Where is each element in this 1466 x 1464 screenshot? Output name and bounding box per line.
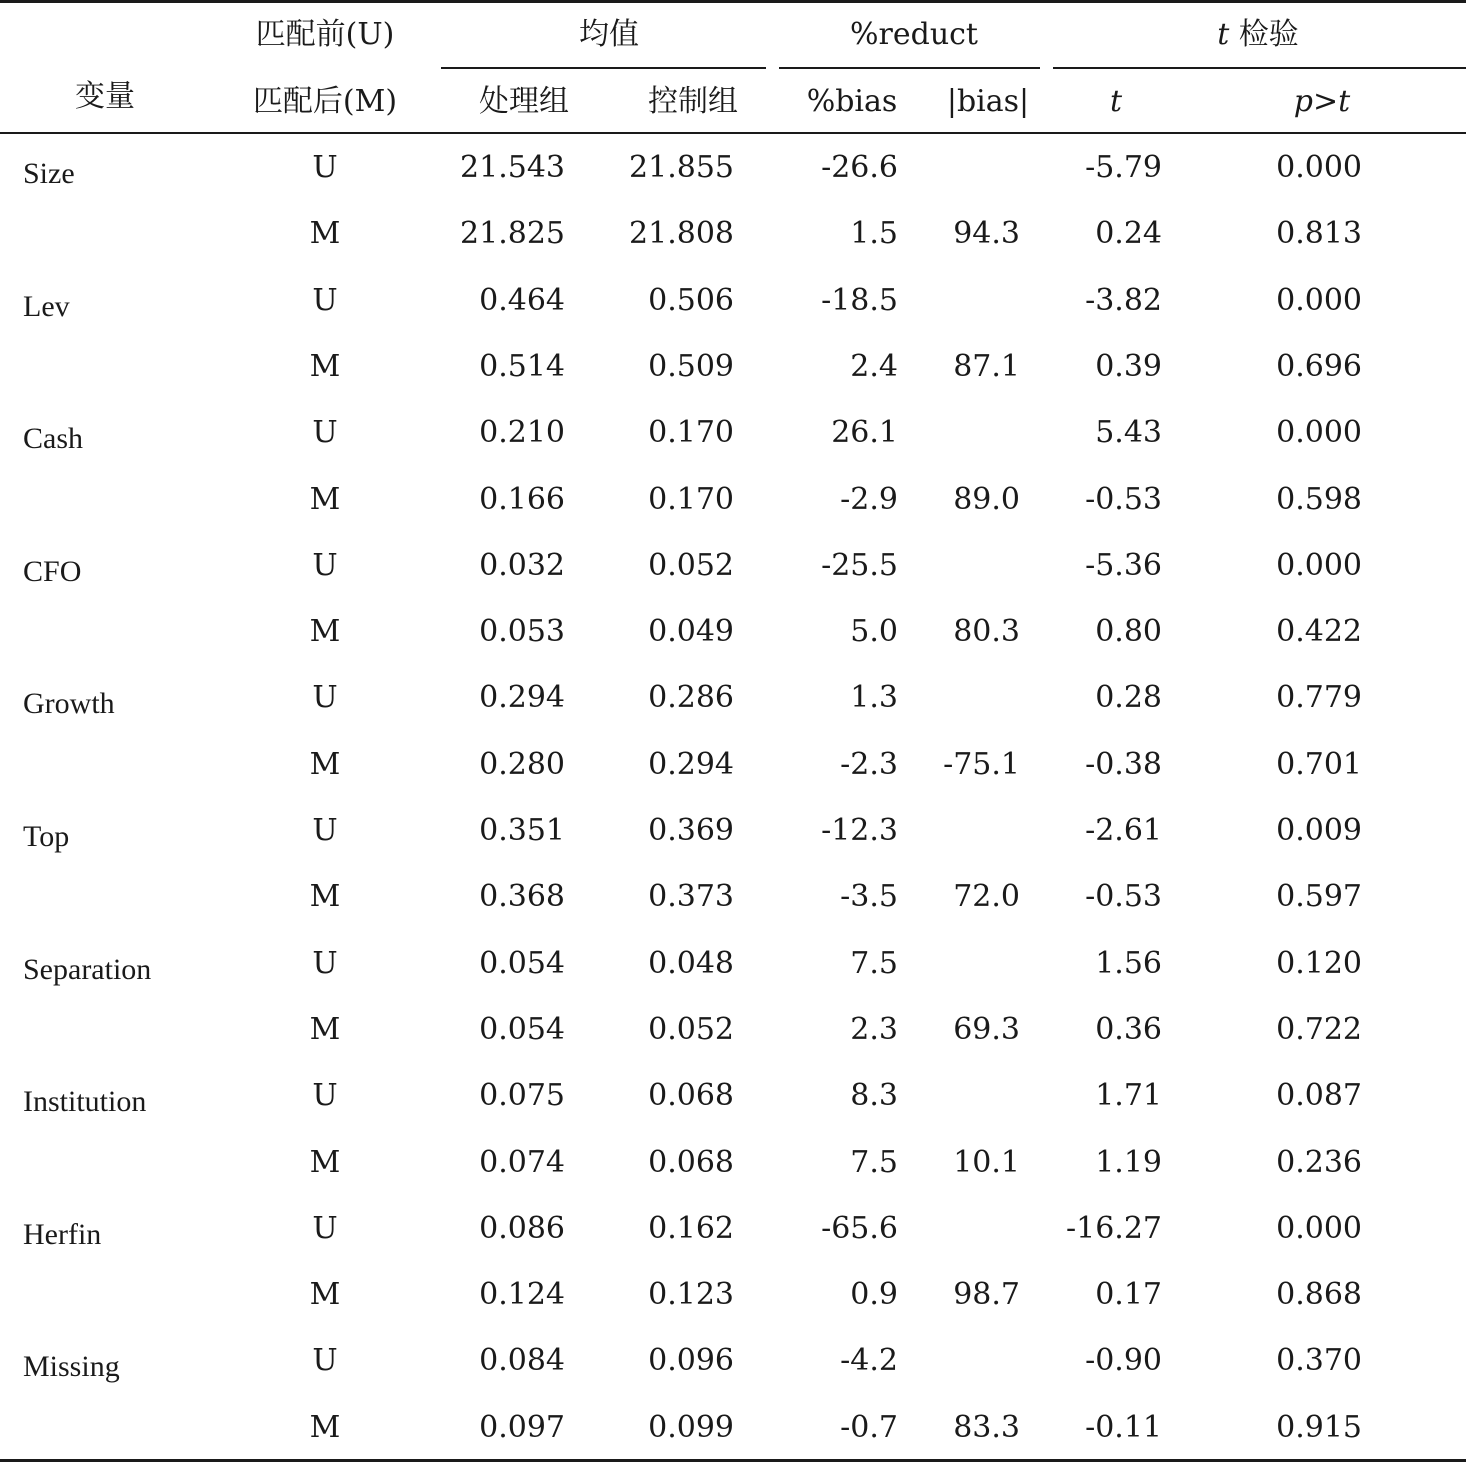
p-value: 0.701 <box>1276 746 1362 782</box>
variable-name: Top <box>23 820 70 853</box>
p-value: 0.598 <box>1276 481 1362 517</box>
header-rule <box>0 132 1466 134</box>
t-value: 0.36 <box>1095 1011 1162 1047</box>
control-mean: 0.049 <box>648 614 734 650</box>
treated-mean: 21.825 <box>460 216 565 252</box>
treated-mean: 0.210 <box>479 415 565 451</box>
variable-name: Herfin <box>23 1217 102 1251</box>
t-value: 0.28 <box>1095 680 1162 716</box>
p-value: 0.009 <box>1276 813 1362 848</box>
p-value: 0.087 <box>1276 1078 1362 1114</box>
match-flag: U <box>312 1210 338 1246</box>
p-value: 0.000 <box>1276 1210 1362 1246</box>
treated-mean: 0.032 <box>479 547 565 583</box>
bias-value: 0.9 <box>850 1277 898 1313</box>
treated-mean: 0.084 <box>479 1343 565 1379</box>
t-value: -3.82 <box>1085 282 1162 318</box>
bias-value: 1.5 <box>850 216 898 252</box>
control-mean: 0.068 <box>648 1078 734 1114</box>
p-value: 0.370 <box>1276 1343 1362 1379</box>
match-flag: U <box>312 813 338 848</box>
t-value: 1.56 <box>1095 945 1162 981</box>
p-value: 0.813 <box>1276 216 1362 252</box>
treated-mean: 0.368 <box>479 879 565 915</box>
abs-bias-value: -75.1 <box>943 746 1020 782</box>
bias-value: -2.3 <box>840 746 898 782</box>
bias-value: 7.5 <box>850 945 898 981</box>
treated-mean: 0.074 <box>479 1144 565 1180</box>
treated-mean: 21.543 <box>460 150 565 185</box>
header-p: p>t <box>1293 84 1351 119</box>
bias-value: -0.7 <box>840 1409 898 1445</box>
bias-value: -3.5 <box>840 879 898 915</box>
p-value: 0.597 <box>1276 879 1362 915</box>
p-value: 0.868 <box>1276 1277 1362 1313</box>
control-mean: 0.294 <box>648 746 734 782</box>
variable-name: Cash <box>23 422 83 456</box>
t-value: 0.39 <box>1095 348 1162 384</box>
control-mean: 21.808 <box>629 216 734 252</box>
p-value: 0.236 <box>1276 1144 1362 1180</box>
match-flag: U <box>312 1078 338 1114</box>
bias-value: -2.9 <box>840 481 898 517</box>
t-value: -0.11 <box>1085 1409 1162 1445</box>
variable-name: Separation <box>23 952 152 986</box>
abs-bias-value: 89.0 <box>953 481 1020 517</box>
match-flag: U <box>312 680 338 716</box>
bias-value: 8.3 <box>850 1078 898 1114</box>
variable-name: Missing <box>23 1350 120 1384</box>
header-control: 控制组 <box>648 84 738 119</box>
control-mean: 0.373 <box>648 879 734 915</box>
abs-bias-value: 10.1 <box>953 1144 1020 1180</box>
treated-mean: 0.124 <box>479 1277 565 1313</box>
control-mean: 0.369 <box>648 813 734 848</box>
t-value: -5.79 <box>1085 150 1162 185</box>
control-mean: 0.286 <box>648 680 734 716</box>
treated-mean: 0.166 <box>479 481 565 517</box>
t-value: 0.80 <box>1095 614 1162 650</box>
control-mean: 0.068 <box>648 1144 734 1180</box>
match-flag: U <box>312 945 338 981</box>
header-bias: %bias <box>806 84 898 119</box>
control-mean: 21.855 <box>629 150 734 185</box>
t-value: 0.24 <box>1095 216 1162 252</box>
variable-name: Growth <box>23 687 115 721</box>
t-value: -0.53 <box>1085 481 1162 517</box>
ttest-subrule <box>1053 67 1466 69</box>
header-mean: 均值 <box>579 17 639 52</box>
t-value: 5.43 <box>1095 415 1162 451</box>
abs-bias-value: 98.7 <box>953 1277 1020 1313</box>
match-flag: M <box>309 1409 341 1445</box>
p-value: 0.000 <box>1276 150 1362 185</box>
p-value: 0.779 <box>1276 680 1362 716</box>
bias-value: -18.5 <box>821 282 898 318</box>
match-flag: M <box>309 481 341 517</box>
treated-mean: 0.514 <box>479 348 565 384</box>
control-mean: 0.099 <box>648 1409 734 1445</box>
treated-mean: 0.075 <box>479 1078 565 1114</box>
control-mean: 0.123 <box>648 1277 734 1313</box>
control-mean: 0.048 <box>648 945 734 981</box>
treated-mean: 0.464 <box>479 282 565 318</box>
header-match-after: 匹配后(M) <box>252 84 398 119</box>
abs-bias-value: 94.3 <box>953 216 1020 252</box>
treated-mean: 0.053 <box>479 614 565 650</box>
p-value: 0.915 <box>1276 1409 1362 1445</box>
match-flag: M <box>309 1144 341 1180</box>
header-match-before: 匹配前(U) <box>255 17 395 52</box>
mean-subrule <box>441 67 766 69</box>
bottom-rule <box>0 1459 1466 1462</box>
control-mean: 0.052 <box>648 1011 734 1047</box>
abs-bias-value: 83.3 <box>953 1409 1020 1445</box>
bias-value: -12.3 <box>821 813 898 848</box>
treated-mean: 0.097 <box>479 1409 565 1445</box>
bias-value: 2.3 <box>850 1011 898 1047</box>
match-flag: U <box>312 1343 338 1379</box>
bias-value: -25.5 <box>821 547 898 583</box>
match-flag: U <box>312 415 338 451</box>
abs-bias-value: 80.3 <box>953 614 1020 650</box>
match-flag: M <box>309 1277 341 1313</box>
variable-name: Institution <box>23 1085 147 1119</box>
p-value: 0.000 <box>1276 282 1362 318</box>
treated-mean: 0.351 <box>479 813 565 848</box>
t-value: -16.27 <box>1065 1210 1162 1246</box>
match-flag: U <box>312 282 338 318</box>
match-flag: M <box>309 746 341 782</box>
p-value: 0.696 <box>1276 348 1362 384</box>
t-value: -0.90 <box>1085 1343 1162 1379</box>
control-mean: 0.170 <box>648 415 734 451</box>
bias-value: 2.4 <box>850 348 898 384</box>
reduct-subrule <box>779 67 1040 69</box>
control-mean: 0.162 <box>648 1210 734 1246</box>
top-rule <box>0 0 1466 3</box>
variable-name: Size <box>23 157 75 190</box>
bias-value: 5.0 <box>850 614 898 650</box>
t-value: -0.38 <box>1085 746 1162 782</box>
match-flag: U <box>312 547 338 583</box>
t-value: -5.36 <box>1085 547 1162 583</box>
bias-value: 1.3 <box>850 680 898 716</box>
header-reduct: %reduct <box>850 17 978 52</box>
abs-bias-value: 87.1 <box>953 348 1020 384</box>
header-t: t <box>1109 84 1123 119</box>
p-value: 0.722 <box>1276 1011 1362 1047</box>
header-variable: 变量 <box>75 79 135 114</box>
abs-bias-value: 72.0 <box>953 879 1020 915</box>
treated-mean: 0.054 <box>479 1011 565 1047</box>
match-flag: M <box>309 879 341 915</box>
control-mean: 0.506 <box>648 282 734 318</box>
bias-value: 7.5 <box>850 1144 898 1180</box>
p-value: 0.000 <box>1276 547 1362 583</box>
bias-value: 26.1 <box>831 415 898 451</box>
t-value: 1.19 <box>1095 1144 1162 1180</box>
t-value: 0.17 <box>1095 1277 1162 1313</box>
treated-mean: 0.280 <box>479 746 565 782</box>
p-value: 0.000 <box>1276 415 1362 451</box>
match-flag: M <box>309 216 341 252</box>
variable-name: CFO <box>23 554 82 588</box>
treated-mean: 0.294 <box>479 680 565 716</box>
control-mean: 0.509 <box>648 348 734 384</box>
p-value: 0.422 <box>1276 614 1362 650</box>
abs-bias-value: 69.3 <box>953 1011 1020 1047</box>
p-value: 0.120 <box>1276 945 1362 981</box>
bias-value: -26.6 <box>821 150 898 185</box>
header-abs-bias: |bias| <box>946 84 1030 119</box>
bias-value: -4.2 <box>840 1343 898 1379</box>
match-flag: M <box>309 348 341 384</box>
header-treated: 处理组 <box>479 84 569 119</box>
control-mean: 0.096 <box>648 1343 734 1379</box>
match-flag: M <box>309 1011 341 1047</box>
bias-value: -65.6 <box>821 1210 898 1246</box>
variable-name: Lev <box>23 289 70 323</box>
header-ttest-label: 检验 <box>1238 17 1299 52</box>
t-value: -0.53 <box>1085 879 1162 915</box>
match-flag: M <box>309 614 341 650</box>
treated-mean: 0.086 <box>479 1210 565 1246</box>
t-value: -2.61 <box>1085 813 1162 848</box>
header-ttest <box>1217 17 1299 53</box>
t-value: 1.71 <box>1095 1078 1162 1114</box>
control-mean: 0.170 <box>648 481 734 517</box>
header-ttest-t: t <box>1217 17 1230 52</box>
match-flag: U <box>312 150 338 185</box>
control-mean: 0.052 <box>648 547 734 583</box>
treated-mean: 0.054 <box>479 945 565 981</box>
